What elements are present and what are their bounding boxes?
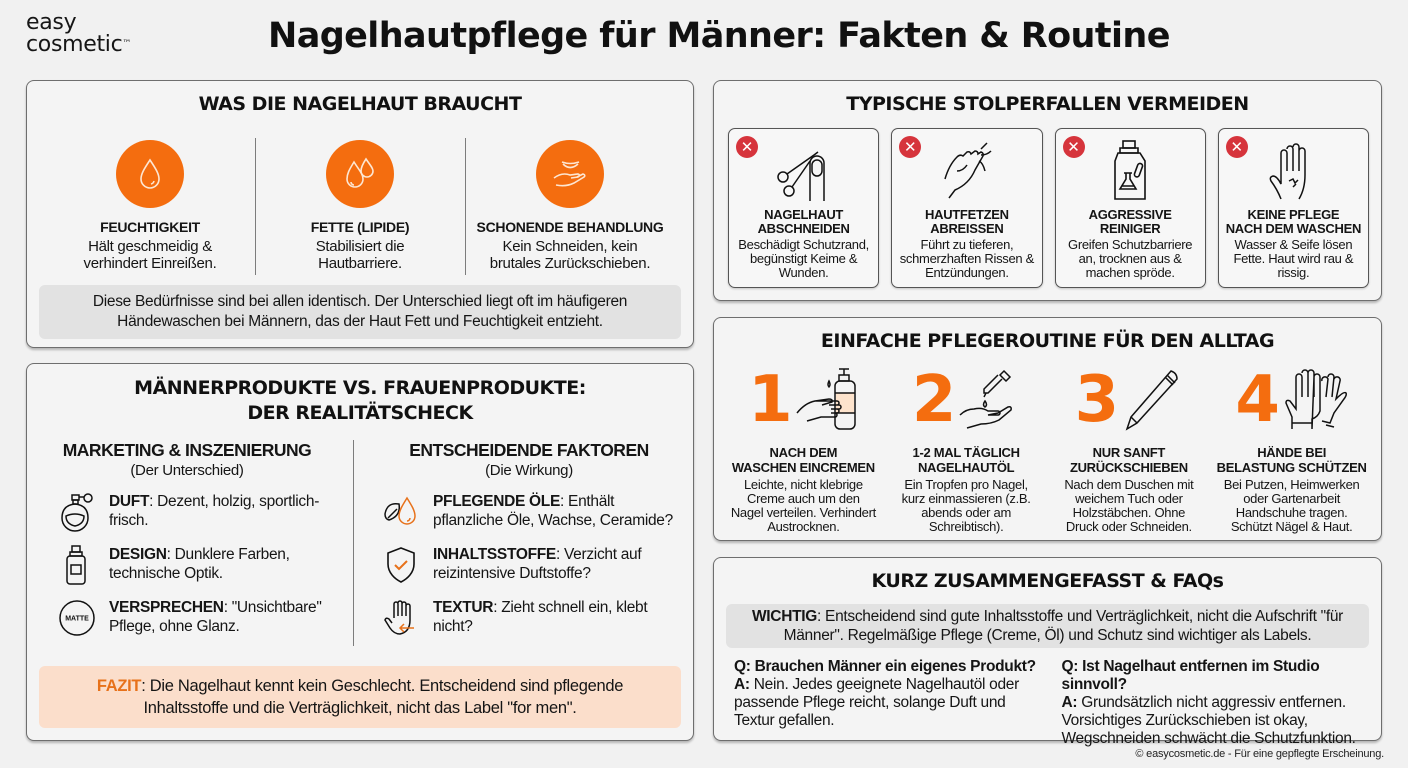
feature-text: VERSPRECHEN: "Unsichtbare" Pflege, ohne Glanz.: [109, 599, 322, 635]
column-heading: ENTSCHEIDENDE FAKTOREN: [409, 440, 649, 460]
need-title: FETTE (LIPIDE): [310, 219, 410, 235]
matte-badge-icon: [57, 598, 97, 638]
step-title: HÄNDE BEI BELASTUNG SCHÜTZEN: [1216, 445, 1367, 475]
column-subheading: (Der Unterschied): [130, 462, 244, 479]
footer-copyright: © easycosmetic.de - Für eine gepflegte Erscheinung.: [1135, 748, 1384, 760]
bottle-icon: [57, 545, 97, 585]
step-number: 2: [911, 363, 955, 437]
step-number: 3: [1074, 363, 1118, 437]
need-desc: Hält geschmeidig & verhindert Einreißen.: [83, 238, 217, 272]
faq-title: KURZ ZUSAMMENGEFASST & FAQs: [871, 570, 1224, 592]
needs-note: Diese Bedürfnisse sind bei allen identisch. Der Unterschied liegt oft im häufigeren Händewaschen bei Männern, das der Haut Fett und Feuchtigkeit entzieht.: [39, 285, 681, 339]
shield-check-icon: [381, 545, 421, 585]
fazit-box: [39, 666, 681, 728]
dropper-hand-icon: [958, 367, 1020, 433]
page-title: Nagelhautpflege für Männer: Fakten & Routine: [268, 16, 1170, 56]
feature-item: [57, 492, 353, 532]
step-title: NACH DEM WASCHEN EINCREMEN: [731, 445, 875, 475]
x-icon: ✕: [1063, 136, 1085, 158]
faq-question: Q: Ist Nagelhaut entfernen im Studio sinnvoll?: [1061, 658, 1320, 693]
brand-line-2: cosmetic: [26, 32, 123, 57]
step-title: 1-2 MAL TÄGLICH NAGELHAUTÖL: [912, 445, 1020, 475]
need-item: [465, 136, 675, 296]
faq-panel: [713, 557, 1382, 747]
pitfall-card: [891, 128, 1042, 288]
factors-column: [353, 440, 677, 646]
faq-answer: A: Nein. Jedes geeignete Nagelhautöl oder passende Pflege reicht, solange Duft und Textur gefallen.: [734, 676, 1019, 729]
pitfall-desc: Führt zu tieferen, schmerzhaften Rissen & Entzündungen.: [899, 237, 1035, 280]
faq-item: [1062, 658, 1370, 748]
step-desc: Nach dem Duschen mit weichem Tuch oder Holzstäbchen. Ohne Druck oder Schneiden.: [1064, 477, 1194, 534]
pitfall-title: HAUTFETZEN ABREISSEN: [925, 207, 1009, 236]
faq-answer: A: Grundsätzlich nicht aggressiv entfernen. Vorsichtiges Zurückschieben ist okay, Wegschneiden schwächt die Schutzfunktion.: [1061, 694, 1356, 747]
x-icon: ✕: [899, 136, 921, 158]
important-text: : Entscheidend sind gute Inhaltsstoffe und Verträglichkeit, nicht die Aufschrift "für Männer". Regelmäßige Pflege (Creme, Öl) und Schutz sind wichtiger als Labels.: [783, 608, 1344, 644]
svg-text:MATTE: MATTE: [65, 615, 89, 623]
x-icon: ✕: [736, 136, 758, 158]
feature-item: [381, 598, 677, 638]
routine-step: [722, 365, 885, 534]
routine-step: [1210, 365, 1373, 534]
need-item: [45, 136, 255, 296]
pitfall-card: [1218, 128, 1369, 288]
brand-line-1: easy: [26, 10, 77, 35]
faq-question: Q: Brauchen Männer ein eigenes Produkt?: [734, 658, 1036, 675]
routine-steps: [722, 365, 1373, 534]
faq-item: [734, 658, 1042, 748]
step-title: NUR SANFT ZURÜCKSCHIEBEN: [1069, 445, 1188, 475]
important-note: [726, 604, 1369, 648]
pitfall-title: KEINE PFLEGE NACH DEM WASCHEN: [1225, 207, 1362, 236]
pitfall-card: [728, 128, 879, 288]
feature-text: INHALTSSTOFFE: Verzicht auf reizintensive Duftstoffe?: [433, 546, 642, 582]
hand-arrow-icon: [381, 598, 421, 638]
pitfall-card: [1055, 128, 1206, 288]
feature-text: PFLEGENDE ÖLE: Enthält pflanzliche Öle, Wachse, Ceramide?: [433, 493, 673, 529]
need-desc: Kein Schneiden, kein brutales Zurückschieben.: [489, 238, 651, 272]
pitfalls-panel: [713, 80, 1382, 301]
feature-text: DUFT: Dezent, holzig, sportlich-frisch.: [109, 493, 320, 529]
step-number: 4: [1235, 363, 1278, 437]
pitfall-desc: Greifen Schutzbarriere an, trocknen aus & machen spröde.: [1068, 237, 1193, 280]
feature-item: [381, 492, 677, 532]
needs-panel: [26, 80, 694, 348]
water-drop-icon: [116, 140, 184, 208]
oil-drops-icon: [326, 140, 394, 208]
column-heading: MARKETING & INSZENIERUNG: [62, 440, 312, 460]
needs-list: [45, 136, 675, 296]
pitfalls-list: [728, 128, 1369, 288]
comparison-title: MÄNNERPRODUKTE VS. FRAUENPRODUKTE: DER REALITÄTSCHECK: [134, 377, 586, 424]
gentle-hand-icon: [536, 140, 604, 208]
routine-panel: [713, 317, 1382, 541]
marketing-column: [57, 440, 353, 646]
need-title: FEUCHTIGKEIT: [100, 219, 200, 235]
comparison-columns: [57, 440, 677, 646]
pitfalls-title: TYPISCHE STOLPERFALLEN VERMEIDEN: [846, 93, 1249, 115]
cuticle-stick-icon: [1121, 367, 1183, 433]
x-icon: ✕: [1226, 136, 1248, 158]
feature-item: [57, 545, 353, 585]
pitfall-title: AGGRESSIVE REINIGER: [1088, 207, 1172, 236]
need-item: [255, 136, 465, 296]
step-desc: Bei Putzen, Heimwerken oder Gartenarbeit Handschuhe tragen. Schützt Nägel & Haut.: [1223, 477, 1360, 534]
feature-text: TEXTUR: Zieht schnell ein, klebt nicht?: [433, 599, 648, 635]
gloves-icon: [1282, 367, 1348, 433]
feature-item: [381, 545, 677, 585]
comparison-panel: [26, 363, 694, 741]
pitfall-title: NAGELHAUT ABSCHNEIDEN: [757, 207, 850, 236]
important-label: WICHTIG: [751, 608, 818, 625]
step-number: 1: [748, 363, 791, 437]
leaf-drop-icon: [381, 492, 421, 532]
step-desc: Ein Tropfen pro Nagel, kurz einmassieren (z.B. abends oder am Schreibtisch).: [901, 477, 1031, 534]
feature-item: [57, 598, 353, 638]
fazit-label: FAZIT: [96, 677, 142, 695]
needs-title: WAS DIE NAGELHAUT BRAUCHT: [198, 93, 522, 115]
hand-lotion-icon: [795, 367, 859, 433]
fazit-text: : Die Nagelhaut kennt kein Geschlecht. Entscheidend sind pflegende Inhaltsstoffe und die Verträglichkeit, nicht das Label "for men".: [141, 677, 624, 717]
brand-logo: [26, 12, 131, 56]
routine-title: EINFACHE PFLEGEROUTINE FÜR DEN ALLTAG: [820, 330, 1275, 352]
pitfall-desc: Beschädigt Schutzrand, begünstigt Keime & Wunden.: [738, 237, 869, 280]
trademark: ™: [122, 39, 132, 49]
step-desc: Leichte, nicht klebrige Creme auch um den Nagel verteilen. Verhindert Austrocknen.: [730, 477, 876, 534]
routine-step: [885, 365, 1048, 534]
perfume-icon: [57, 492, 97, 532]
feature-text: DESIGN: Dunklere Farben, technische Optik.: [109, 546, 290, 582]
need-desc: Stabilisiert die Hautbarriere.: [315, 238, 405, 272]
column-subheading: (Die Wirkung): [485, 462, 573, 479]
pitfall-desc: Wasser & Seife lösen Fette. Haut wird rau & rissig.: [1233, 237, 1354, 280]
faq-list: [734, 658, 1369, 748]
routine-step: [1048, 365, 1211, 534]
need-title: SCHONENDE BEHANDLUNG: [476, 219, 664, 235]
